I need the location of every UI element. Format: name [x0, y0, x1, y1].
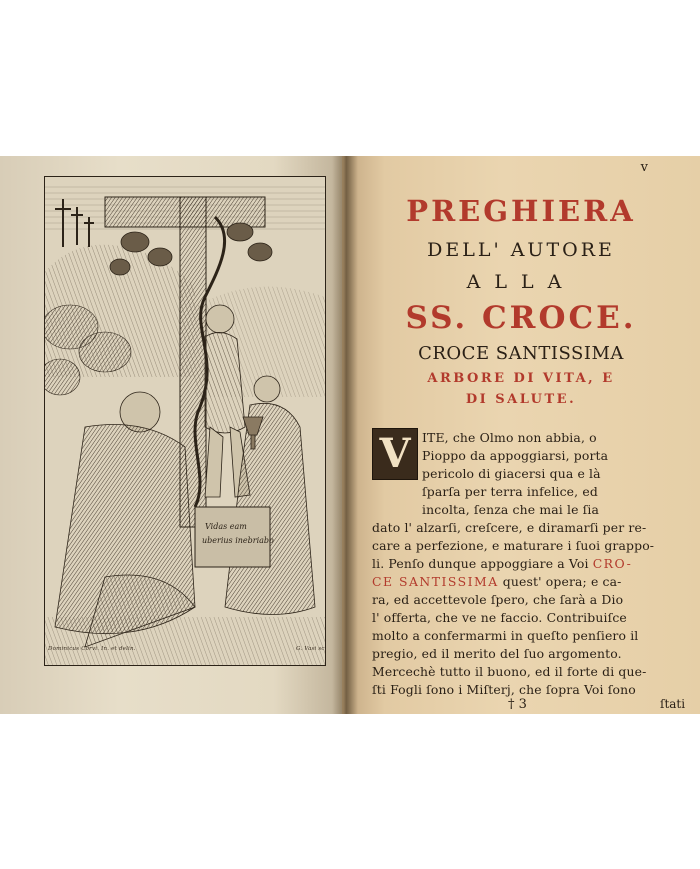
body-line-8: [372, 556, 632, 571]
engraving-illustration: [45, 177, 325, 665]
subtitle-di-salute: DI SALUTE.: [465, 392, 577, 407]
initial-letter: V: [379, 430, 411, 477]
engraver-caption-left: Dominicus Corvi. In. et delin.: [48, 646, 136, 652]
body-line-7: care a perfezione, e maturare i ſuoi grappo-: [372, 538, 655, 553]
catchword: ſtati: [660, 697, 686, 711]
red-word-santissima: CE SANTISSIMA: [372, 574, 499, 589]
body-line-8-text: li. Penſo dunque appoggiare a Voi: [372, 556, 589, 571]
book-gutter: [332, 156, 358, 714]
title-alla: ALLA: [466, 271, 576, 293]
plaque-line-1: Vidas eam: [205, 522, 247, 531]
body-line-9-text: quest' opera; e ca-: [502, 574, 622, 589]
ground: [45, 617, 325, 665]
subtitle-arbore: ARBORE DI VITA, E: [427, 371, 615, 386]
body-line-14: Mercechè tutto il buono, ed il forte di que-: [372, 664, 647, 679]
title-dell-autore: DELL' AUTORE: [427, 239, 615, 261]
plaque-line-2: uberius inebriabo: [202, 536, 274, 545]
left-page: [0, 156, 342, 714]
body-line-11: l' offerta, che ve ne faccio. Contribuiſce: [372, 610, 627, 625]
page-number: v: [640, 160, 648, 175]
body-line-12: molto a confermarmi in queſto penſiero il: [372, 628, 639, 643]
engraver-caption-right: G. Vasi sc.: [296, 646, 327, 652]
frontispiece-engraving: [44, 176, 326, 666]
subtitle-croce-santissima: CROCE SANTISSIMA: [418, 343, 624, 364]
body-line-9: [372, 574, 622, 589]
decorated-initial-v: [372, 428, 418, 480]
body-line-10: ra, ed accettevole ſpero, che ſarà a Dio: [372, 592, 624, 607]
signature-mark: † 3: [508, 697, 527, 712]
body-line-6: dato l' alzarſi, creſcere, e diramarſi per re-: [372, 520, 647, 535]
body-line-15: ſti Fogli ſono i Miſterj, che ſopra Voi ſono: [372, 682, 636, 697]
body-line-3: pericolo di giacersi qua e là: [422, 466, 601, 481]
body-line-13: pregio, ed il merito del ſuo argomento.: [372, 646, 622, 661]
body-line-5: incolta, ſenza che mai le ſia: [422, 502, 600, 517]
body-line-2: Pioppo da appoggiarsi, porta: [422, 448, 609, 463]
body-line-4: ſparſa per terra infelice, ed: [422, 484, 598, 499]
red-word-croce: CRO-: [592, 556, 633, 571]
title-ss-croce: SS. CROCE.: [405, 300, 637, 336]
body-line-1: ITE, che Olmo non abbia, o: [422, 430, 597, 445]
title-preghiera: PREGHIERA: [406, 194, 636, 228]
